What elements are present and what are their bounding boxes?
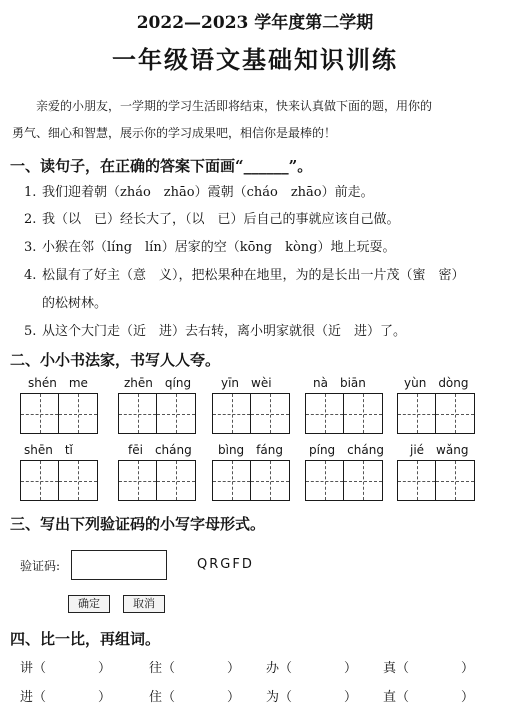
writing-box[interactable] <box>212 460 290 501</box>
word-compare-item: 往（ ） <box>149 661 241 676</box>
word-compare-item: 为（ ） <box>266 690 358 705</box>
section-3-heading: 三、写出下列验证码的小写字母形式。 <box>10 515 266 533</box>
pinyin-label: yùn dòng <box>404 376 469 390</box>
question-text: 松鼠有了好主（意 义），把松果种在地里，为的是长出一片茂（蜜 密） <box>42 268 465 283</box>
pinyin-row-2 <box>0 441 510 459</box>
captcha-input[interactable] <box>71 550 167 580</box>
pinyin-label: yīn wèi <box>221 376 272 390</box>
writing-box[interactable] <box>20 460 98 501</box>
semester-title: 2022—2023 学年度第二学期 <box>136 13 374 33</box>
question-number: 2. <box>24 212 37 227</box>
question-text: 的松树林。 <box>42 296 108 311</box>
question-2 <box>24 212 400 228</box>
pinyin-row-1 <box>0 374 510 392</box>
writing-grid-row-2 <box>0 460 510 501</box>
writing-box[interactable] <box>305 393 383 434</box>
word-compare-item: 真（ ） <box>383 661 475 676</box>
question-3 <box>24 240 396 256</box>
cancel-button[interactable]: 取消 <box>123 595 165 613</box>
pinyin-label: píng cháng <box>309 443 384 457</box>
page-title: 一年级语文基础知识训练 <box>112 45 398 74</box>
intro-line-1: 亲爱的小朋友，一学期的学习生活即将结束，快来认真做下面的题，用你的 <box>36 99 433 113</box>
pinyin-label: zhēn qíng <box>124 376 192 390</box>
question-number: 5. <box>24 324 37 339</box>
word-compare-item: 办（ ） <box>266 661 358 676</box>
question-4-continued <box>24 296 107 312</box>
writing-box[interactable] <box>20 393 98 434</box>
word-compare-item: 讲（ ） <box>20 661 112 676</box>
question-number: 4. <box>24 268 37 283</box>
question-text: 我们迎着朝（zháo zhāo）霞朝（cháo zhāo）前走。 <box>42 185 374 200</box>
pinyin-label: shēn tǐ <box>24 443 73 457</box>
question-1 <box>24 185 374 201</box>
word-compare-item: 住（ ） <box>149 690 241 705</box>
writing-box[interactable] <box>397 393 475 434</box>
pinyin-label: bìng fáng <box>218 443 283 457</box>
word-compare-item: 进（ ） <box>20 690 112 705</box>
captcha-label: 验证码: <box>20 559 61 573</box>
writing-box[interactable] <box>305 460 383 501</box>
pinyin-label: shén me <box>28 376 88 390</box>
confirm-button[interactable]: 确定 <box>68 595 110 613</box>
writing-box[interactable] <box>118 460 196 501</box>
question-text: 从这个大门走（近 进）去右转，离小明家就很（近 进）了。 <box>42 324 407 339</box>
question-text: 小猴在邻（líng lín）居家的空（kōng kòng）地上玩耍。 <box>42 240 396 255</box>
intro-line-2: 勇气、细心和智慧，展示你的学习成果吧，相信你是最棒的！ <box>12 126 337 140</box>
writing-grid-row-1 <box>0 393 510 434</box>
question-5 <box>24 324 406 340</box>
writing-box[interactable] <box>212 393 290 434</box>
question-4 <box>24 268 465 284</box>
section-4-heading: 四、比一比，再组词。 <box>10 630 161 648</box>
pinyin-label: jié wǎng <box>410 443 469 457</box>
section-1-heading: 一、读句子，在正确的答案下面画“______”。 <box>10 157 313 175</box>
question-text: 我（以 已）经长大了，（以 已）后自己的事就应该自己做。 <box>42 212 400 227</box>
pinyin-label: nà biān <box>313 376 366 390</box>
word-compare-item: 直（ ） <box>383 690 475 705</box>
pinyin-label: fēi cháng <box>128 443 192 457</box>
question-number: 3. <box>24 240 37 255</box>
question-number: 1. <box>24 185 37 200</box>
captcha-code: QRGFD <box>197 557 254 572</box>
section-2-heading: 二、小小书法家，书写人人夸。 <box>10 351 221 369</box>
writing-box[interactable] <box>118 393 196 434</box>
writing-box[interactable] <box>397 460 475 501</box>
